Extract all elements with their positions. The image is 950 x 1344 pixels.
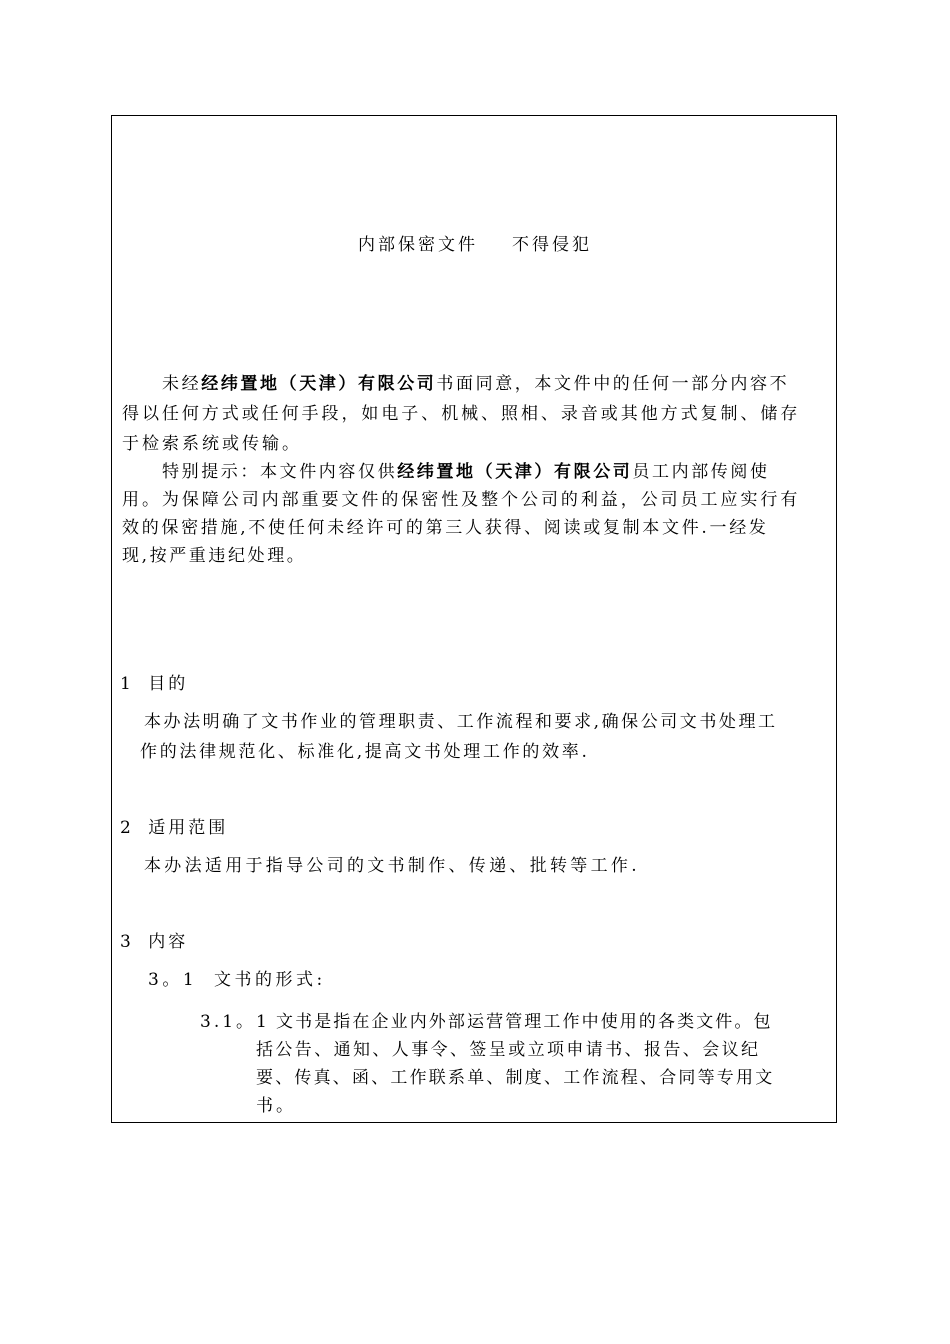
section2-line1: 本办法适用于指导公司的文书制作、传递、批转等工作. [144, 856, 640, 876]
section1-line1: 本办法明确了文书作业的管理职责、工作流程和要求,确保公司文书处理工 [144, 712, 778, 732]
notice-p1-prefix: 未经 [162, 374, 202, 394]
notice-p2-line2: 用。为保障公司内部重要文件的保密性及整个公司的利益，公司员工应实行有 [122, 490, 801, 510]
notice-p2-rest: 员工内部传阅使 [632, 462, 770, 482]
section2-heading: 2 适用范围 [120, 818, 229, 838]
section3-1-1-line4: 书。 [256, 1096, 296, 1116]
section1-line2: 作的法律规范化、标准化,提高文书处理工作的效率. [140, 742, 590, 762]
no-infringe-label: 不得侵犯 [512, 235, 592, 255]
section3-1-1-number: 3.1。1 [200, 1012, 270, 1032]
section3-1-1-line3: 要、传真、函、工作联系单、制度、工作流程、合同等专用文 [256, 1068, 775, 1088]
notice-p2-line1 [162, 462, 770, 482]
notice-p2-prefix: 特别提示：本文件内容仅供 [162, 462, 398, 482]
section3-1-1-line2: 括公告、通知、人事令、签呈或立项申请书、报告、会议纪 [256, 1040, 761, 1060]
section3-1-1-line1: 文书是指在企业内外部运营管理工作中使用的各类文件。包 [276, 1012, 773, 1032]
notice-p1-rest: 书面同意，本文件中的任何一部分内容不 [436, 374, 790, 394]
confidential-label: 内部保密文件 [358, 235, 478, 255]
company-name: 经纬置地（天津）有限公司 [201, 374, 437, 394]
notice-p2-line4: 现,按严重违纪处理。 [122, 546, 307, 566]
company-name: 经纬置地（天津）有限公司 [397, 462, 633, 482]
confidential-title [0, 230, 950, 255]
section3-1-heading: 3。1 文书的形式: [148, 970, 326, 990]
notice-p1-line3: 于检索系统或传输。 [122, 434, 302, 454]
notice-p1-line2: 得以任何方式或任何手段，如电子、机械、照相、录音或其他方式复制、储存 [122, 404, 801, 424]
notice-p2-line3: 效的保密措施,不使任何未经许可的第三人获得、阅读或复制本文件.一经发 [122, 518, 769, 538]
section1-heading: 1 目的 [120, 674, 189, 694]
section3-heading: 3 内容 [120, 932, 189, 952]
notice-p1-line1 [162, 374, 828, 394]
